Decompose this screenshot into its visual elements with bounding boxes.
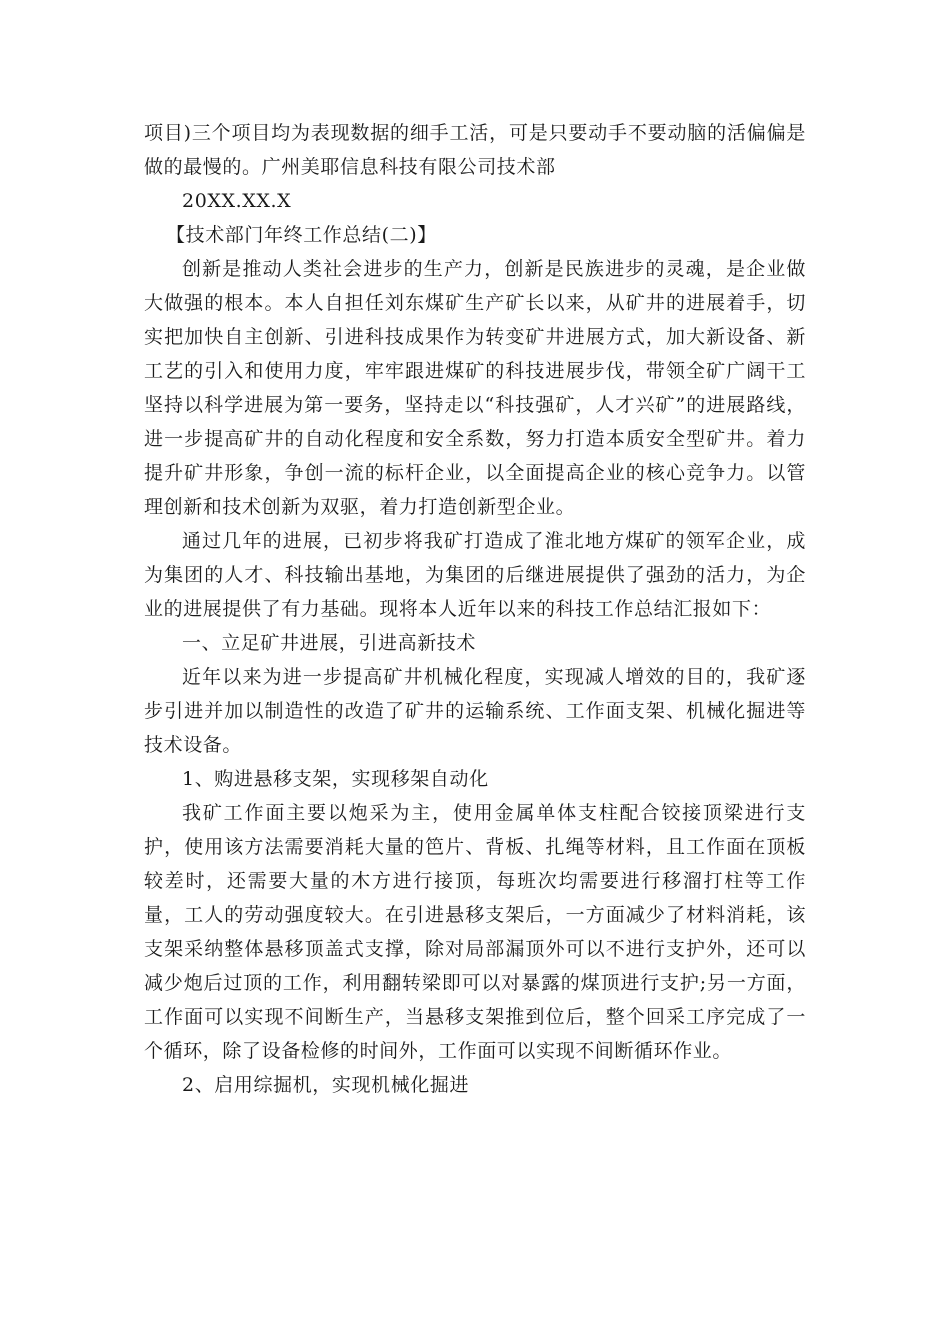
section-title: 【技术部门年终工作总结(二)】: [166, 224, 437, 246]
subheading-2: 2、启用综掘机，实现机械化掘进: [182, 1074, 470, 1096]
document-body: [144, 116, 806, 1102]
paragraph-progress: 通过几年的进展，已初步将我矿打造成了淮北地方煤矿的领军企业，成为集团的人才、科技输出基地，为集团的后继进展提供了强劲的活力，为企业的进展提供了有力基础。现将本人近年以来的科技工作总结汇报如下：: [144, 530, 806, 620]
subheading-1: 1、购进悬移支架，实现移架自动化: [182, 768, 489, 790]
paragraph-innovation: 创新是推动人类社会进步的生产力，创新是民族进步的灵魂，是企业做大做强的根本。本人自担任刘东煤矿生产矿长以来，从矿井的进展着手，切实把加快自主创新、引进科技成果作为转变矿井进展方式，加大新设备、新工艺的引入和使用力度，牢牢跟进煤矿的科技进展步伐，带领全矿广阔干工坚持以科学进展为第一要务，坚持走以“科技强矿，人才兴矿”的进展路线，进一步提高矿井的自动化程度和安全系数，努力打造本质安全型矿井。着力提升矿井形象，争创一流的标杆企业，以全面提高企业的核心竞争力。以管理创新和技术创新为双驱，着力打造创新型企业。: [144, 258, 806, 518]
date-line: 20XX.XX.X: [182, 190, 292, 212]
paragraph-mechanization: 近年以来为进一步提高矿井机械化程度，实现减人增效的目的，我矿逐步引进并加以制造性的改造了矿井的运输系统、工作面支架、机械化掘进等技术设备。: [144, 666, 806, 756]
heading-one: 一、立足矿井进展，引进高新技术: [182, 632, 477, 654]
paragraph-continuation: 项目)三个项目均为表现数据的细手工活，可是只要动手不要动脑的活偏偏是做的最慢的。广州美耶信息科技有限公司技术部: [144, 122, 806, 178]
paragraph-support: 我矿工作面主要以炮采为主，使用金属单体支柱配合铰接顶梁进行支护，使用该方法需要消耗大量的笆片、背板、扎绳等材料，且工作面在顶板较差时，还需要大量的木方进行接顶，每班次均需要进行移溜打柱等工作量，工人的劳动强度较大。在引进悬移支架后，一方面减少了材料消耗，该支架采纳整体悬移顶盖式支撑，除对局部漏顶外可以不进行支护外，还可以减少炮后过顶的工作，利用翻转梁即可以对暴露的煤顶进行支护;另一方面，工作面可以实现不间断生产，当悬移支架推到位后，整个回采工序完成了一个循环，除了设备检修的时间外，工作面可以实现不间断循环作业。: [144, 802, 806, 1062]
